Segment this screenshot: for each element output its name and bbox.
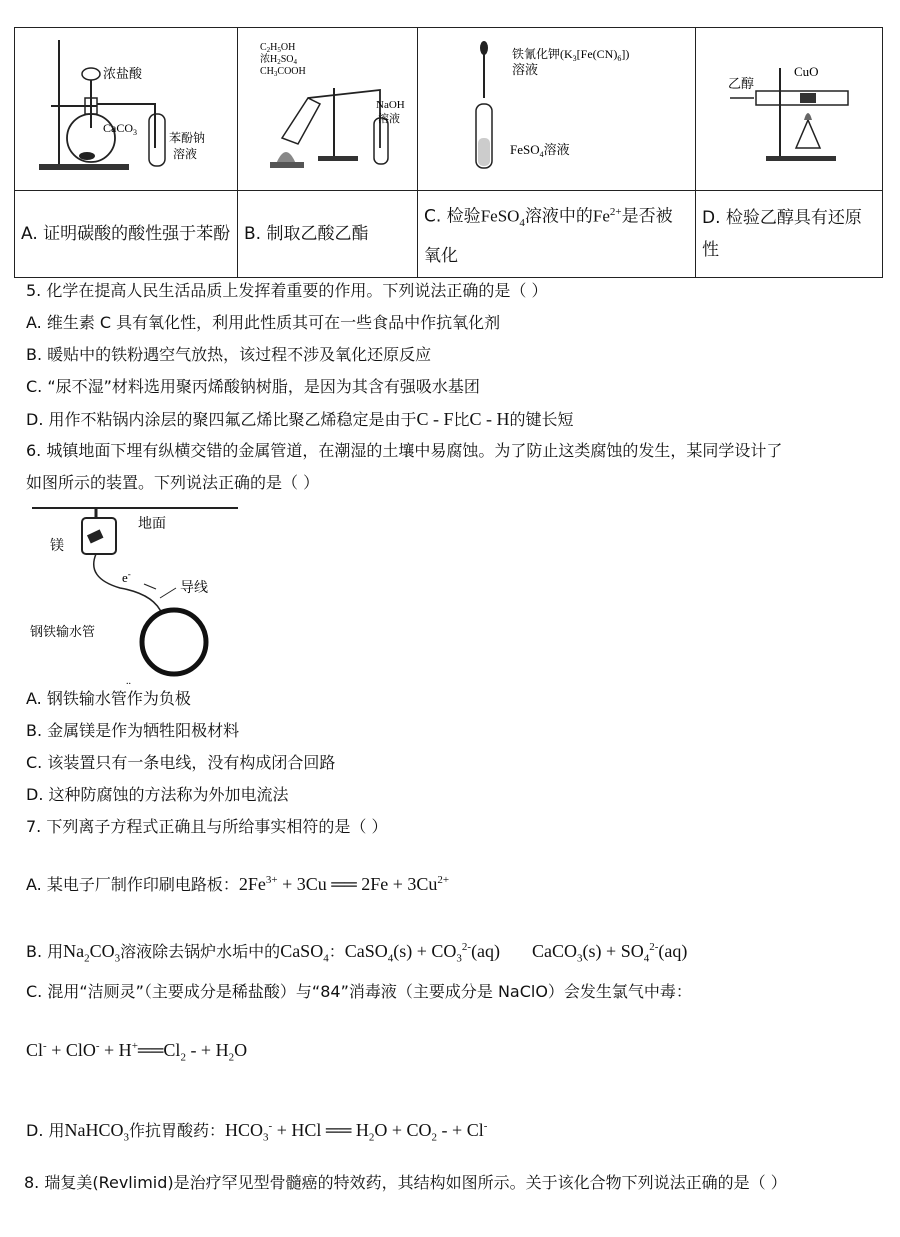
q7-option-c-text: C. 混用“洁厕灵”（主要成分是稀盐酸）与“84”消毒液（主要成分是 NaClO）会发生氯气中毒：: [26, 982, 692, 1001]
q5-option-d: D. 用作不粘锅内涂层的聚四氟乙烯比聚乙烯稳定是由于C - F比C - H的键长短: [26, 409, 574, 429]
label-solution-c: 溶液: [512, 62, 539, 77]
cathodic-protection-figure: [26, 500, 256, 685]
option-b-caption: B. 制取乙酸乙酯: [238, 191, 418, 278]
label-caco3: CaCO$_3$: [103, 121, 137, 137]
q7-option-c-equation: $Cl^- + ClO^- + H^+══Cl_2$ - + $H_2O$: [26, 1040, 248, 1064]
label-feso4-solution: FeSO$_4$溶液: [510, 142, 570, 159]
label-ferricyanide: 铁氰化钾$(K_3[Fe(CN)_6])$: [512, 47, 630, 63]
label-magnesium: 镁: [50, 539, 64, 554]
q7-d-equation: $HCO_3^-$ + HCl ══ $H_2O + CO_2$ - + Cl-: [225, 1120, 488, 1144]
option-a-caption: A. 证明碳酸的酸性强于苯酚: [15, 191, 238, 278]
q7-option-a: A. 某电子厂制作印刷电路板：$2Fe^{3+} + 3Cu$ ══ $2Fe + 3Cu^{2+}$: [26, 874, 450, 894]
option-c-caption: C. 检验FeSO$_4$溶液中的$Fe^{2+}$是否被氧化: [418, 191, 696, 278]
label-solution-a: 溶液: [173, 147, 198, 161]
q5-option-c: C. “尿不湿”材料选用聚丙烯酸钠树脂，是因为其含有强吸水基团: [26, 377, 480, 396]
label-solution-b: 溶液: [378, 113, 400, 125]
label-wire: 导线: [180, 581, 208, 596]
label-steel-pipe: 钢铁输水管: [30, 624, 96, 639]
q6-stem-line1: 6. 城镇地面下埋有纵横交错的金属管道，在潮湿的土壤中易腐蚀。为了防止这类腐蚀的发生，某同学设计了: [26, 441, 783, 460]
label-acetic-acid: $CH_3COOH$: [260, 66, 306, 78]
q7-option-d: D. 用NaHCO$_3$作抗胃酸药：$HCO_3^-$ + HCl ══ $H_2O + CO_2$ - + Cl-: [26, 1120, 488, 1144]
label-conc-hcl: 浓盐酸: [103, 66, 143, 81]
q6-option-b: B. 金属镁是作为牺牲阳极材料: [26, 721, 240, 740]
q6-option-d: D. 这种防腐蚀的方法称为外加电流法: [26, 785, 289, 804]
option-d-caption: D. 检验乙醇具有还原性: [696, 191, 883, 278]
label-ethanol: 乙醇: [728, 76, 755, 91]
figure-cell-d: [696, 28, 883, 191]
option-table: [14, 27, 883, 278]
apparatus-a-image: [15, 28, 236, 186]
label-naoh: NaOH: [376, 99, 405, 111]
q5-option-a: A. 维生素 C 具有氧化性，利用此性质其可在一些食品中作抗氧化剂: [26, 313, 501, 332]
apparatus-b-image: [238, 28, 416, 186]
figure-dots: ..: [126, 676, 131, 685]
q7-b-equation: CaSO$_4$(s) + $CO_3^{2-}(aq)$ CaCO$_3$(s) + $SO_4^{2-}(aq)$: [344, 941, 688, 965]
q6-stem-line2: 如图所示的装置。下列说法正确的是（ ）: [26, 473, 320, 492]
apparatus-c-image: [418, 28, 694, 186]
label-ground: 地面: [138, 517, 166, 532]
figure-cell-b: [238, 28, 418, 191]
q5-stem: 5. 化学在提高人民生活品质上发挥着重要的作用。下列说法正确的是（ ）: [26, 281, 548, 300]
q7-a-equation: $2Fe^{3+} + 3Cu$ ══ $2Fe + 3Cu^{2+}$: [238, 874, 450, 894]
figure-cell-a: [15, 28, 238, 191]
q8-stem: 8. 瑞复美(Revlimid)是治疗罕见型骨髓癌的特效药，其结构如图所示。关于该化合物下列说法正确的是（ ）: [24, 1173, 787, 1192]
q7-stem: 7. 下列离子方程式正确且与所给事实相符的是（ ）: [26, 817, 388, 836]
apparatus-d-image: [696, 28, 881, 186]
q7-option-b: B. 用$Na_2CO_3$溶液除去锅炉水垢中的CaSO$_4$：CaSO$_4$(s) + $CO_3^{2-}(aq)$ CaCO$_3$(s) + $SO_4^{2-}(aq)$: [26, 941, 688, 965]
label-conc-h2so4: 浓$H_2SO_4$: [260, 54, 298, 66]
figure-cell-c: [418, 28, 696, 191]
label-cuo: CuO: [794, 64, 819, 79]
q6-option-c: C. 该装置只有一条电线，没有构成闭合回路: [26, 753, 336, 772]
q5-option-b: B. 暖贴中的铁粉遇空气放热，该过程不涉及氧化还原反应: [26, 345, 432, 364]
label-electron: e-: [122, 569, 131, 585]
q6-option-a: A. 钢铁输水管作为负极: [26, 689, 191, 708]
label-sodium-phenolate: 苯酚钠: [169, 131, 206, 145]
label-ethanol-formula: $C_2H_5OH$: [260, 42, 296, 54]
